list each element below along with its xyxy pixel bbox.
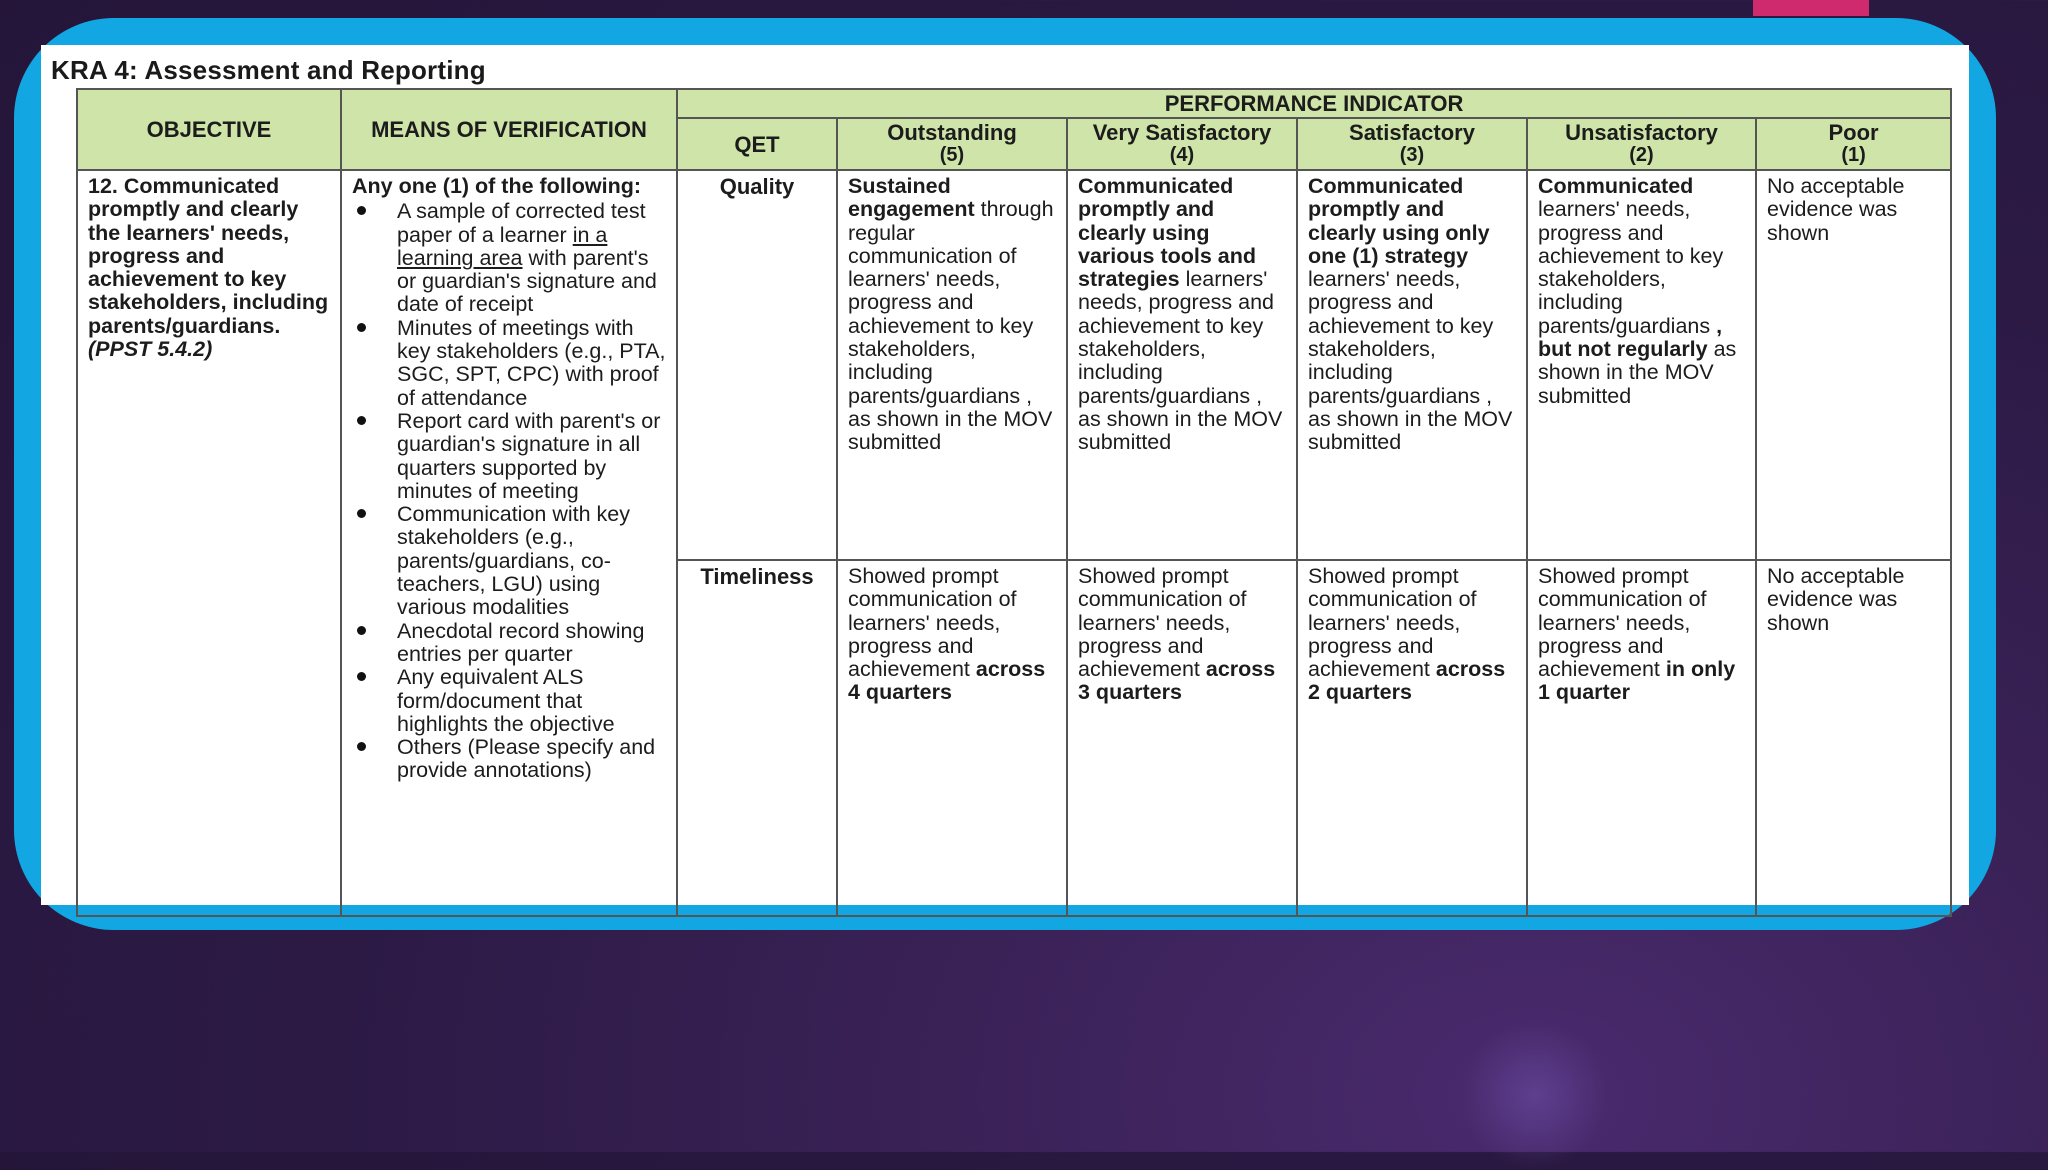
header-unsatisfactory bbox=[1527, 118, 1756, 170]
bullet-icon bbox=[357, 742, 366, 751]
quality-very-satisfactory: Communicated promptly and clearly using various tools and strategies learners' needs, progress and achievement to key stakeholders, including parents/guardians , as shown in the MOV submitted bbox=[1067, 170, 1297, 560]
timeliness-poor: No acceptable evidence was shown bbox=[1756, 560, 1951, 916]
quality-unsatisfactory: Communicated learners' needs, progress and achievement to key stakeholders, including parents/guardians , but not regularly as shown in the MOV submitted bbox=[1527, 170, 1756, 560]
satisfactory-score: (3) bbox=[1399, 144, 1425, 166]
satisfactory-label: Satisfactory bbox=[1349, 120, 1475, 145]
means-cell bbox=[341, 170, 677, 916]
document-image bbox=[41, 45, 1969, 905]
quality-outstanding: Sustained engagement through regular communication of learners' needs, progress and achievement to key stakeholders, including parents/guardians , as shown in the MOV submitted bbox=[837, 170, 1067, 560]
outstanding-score: (5) bbox=[939, 144, 965, 166]
header-very-satisfactory bbox=[1067, 118, 1297, 170]
header-means-of-verification: MEANS OF VERIFICATION bbox=[341, 89, 677, 170]
quality-satisfactory: Communicated promptly and clearly using only one (1) strategy learners' needs, progress and achievement to key stakeholders, including parents/guardians , as shown in the MOV submitted bbox=[1297, 170, 1527, 560]
header-outstanding bbox=[837, 118, 1067, 170]
timeliness-unsatisfactory: Showed prompt communication of learners' needs, progress and achievement in only 1 quarter bbox=[1527, 560, 1756, 916]
header-performance-indicator: PERFORMANCE INDICATOR bbox=[677, 89, 1951, 118]
header-objective: OBJECTIVE bbox=[77, 89, 341, 170]
list-item: Report card with parent's or guardian's signature in all quarters supported by minutes of meeting bbox=[397, 410, 666, 503]
bullet-icon bbox=[357, 206, 366, 215]
list-item: Any equivalent ALS form/document that highlights the objective bbox=[397, 666, 666, 736]
means-intro: Any one (1) of the following: bbox=[352, 174, 642, 198]
timeliness-very-satisfactory: Showed prompt communication of learners' needs, progress and achievement across 3 quarters bbox=[1067, 560, 1297, 916]
bullet-icon bbox=[357, 509, 366, 518]
bullet-icon bbox=[357, 416, 366, 425]
bullet-icon bbox=[357, 323, 366, 332]
timeliness-satisfactory: Showed prompt communication of learners' needs, progress and achievement across 2 quarters bbox=[1297, 560, 1527, 916]
qet-timeliness: Timeliness bbox=[677, 560, 837, 916]
means-list bbox=[352, 200, 666, 782]
quality-poor: No acceptable evidence was shown bbox=[1756, 170, 1951, 560]
header-qet: QET bbox=[677, 118, 837, 170]
objective-text: 12. Communicated promptly and clearly the learners' needs, progress and achievement to key stakeholders, including parents/guardians. bbox=[88, 174, 329, 338]
unsatisfactory-score: (2) bbox=[1629, 144, 1654, 166]
list-item: Anecdotal record showing entries per quarter bbox=[397, 620, 666, 667]
list-item: Others (Please specify and provide annotations) bbox=[397, 736, 666, 783]
list-item: Minutes of meetings with key stakeholders (e.g., PTA, SGC, SPT, CPC) with proof of attendance bbox=[397, 317, 666, 410]
objective-ref: (PPST 5.4.2) bbox=[88, 337, 213, 362]
very-satisfactory-score: (4) bbox=[1169, 144, 1195, 166]
list-item: Communication with key stakeholders (e.g., parents/guardians, co-teachers, LGU) using various modalities bbox=[397, 503, 666, 619]
objective-cell bbox=[77, 170, 341, 916]
unsatisfactory-label: Unsatisfactory bbox=[1565, 120, 1718, 145]
header-poor bbox=[1756, 118, 1951, 170]
bullet-icon bbox=[357, 672, 366, 681]
rubric-table bbox=[76, 88, 1952, 917]
qet-quality: Quality bbox=[677, 170, 837, 560]
poor-score: (1) bbox=[1841, 144, 1866, 166]
background-glow bbox=[1460, 1020, 1610, 1170]
poor-label: Poor bbox=[1828, 120, 1879, 145]
list-item: A sample of corrected test paper of a learner in a learning area with parent's or guardian's signature and date of receipt bbox=[397, 200, 666, 316]
very-satisfactory-label: Very Satisfactory bbox=[1092, 120, 1272, 145]
accent-tab bbox=[1753, 0, 1869, 16]
header-satisfactory bbox=[1297, 118, 1527, 170]
outstanding-label: Outstanding bbox=[887, 120, 1017, 145]
document-title: KRA 4: Assessment and Reporting bbox=[51, 55, 486, 85]
bullet-icon bbox=[357, 626, 366, 635]
timeliness-outstanding: Showed prompt communication of learners' needs, progress and achievement across 4 quarters bbox=[837, 560, 1067, 916]
